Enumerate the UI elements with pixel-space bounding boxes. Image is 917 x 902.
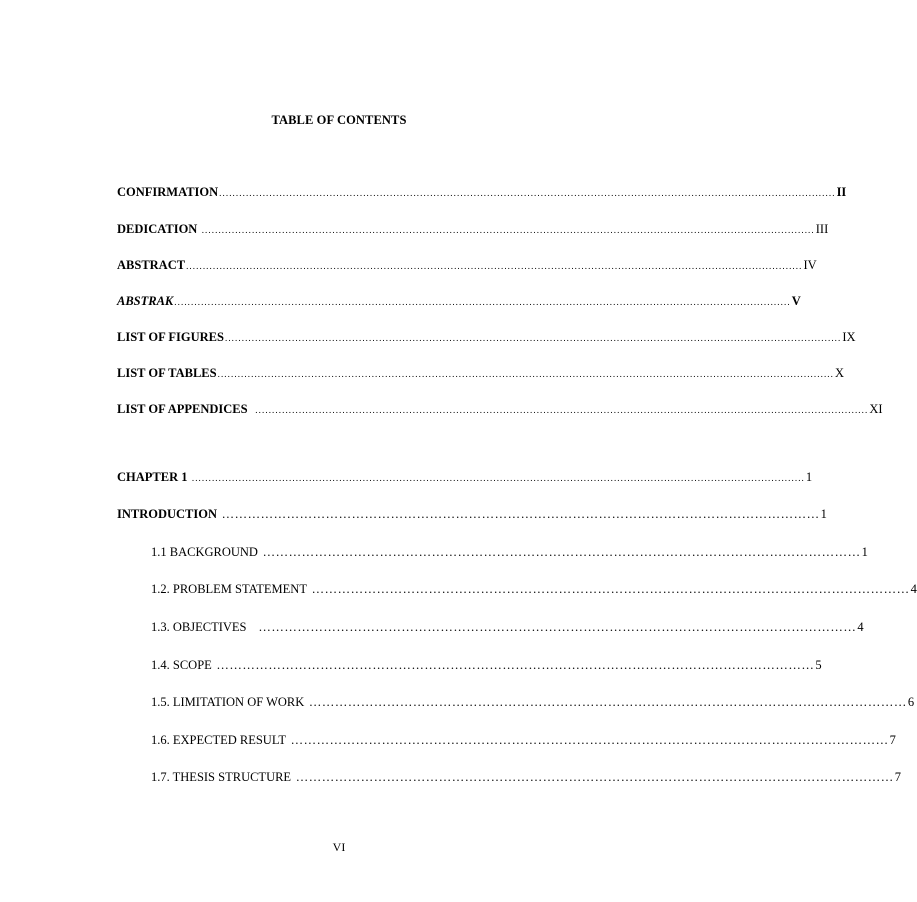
toc-entry-label: DEDICATION <box>117 222 198 236</box>
toc-entry-label: 1.1 BACKGROUND <box>151 545 258 559</box>
toc-entry-list-of-appendices[interactable] <box>117 401 883 418</box>
toc-entry-label: 1.6. EXPECTED RESULT <box>151 733 286 747</box>
toc-entry-page: 7 <box>889 733 896 747</box>
toc-entry-section-1-2[interactable] <box>151 581 917 597</box>
toc-entry-page: V <box>791 294 801 308</box>
dot-leader: ………………………………………………………………………………………………………………………… <box>286 733 889 747</box>
dot-leader: ………………………………………………………………………………………………………………………… <box>305 695 907 709</box>
toc-entry-list-of-tables[interactable] <box>117 365 845 382</box>
toc-entry-label: CHAPTER 1 <box>117 470 188 484</box>
toc-entry-page: 7 <box>894 770 901 784</box>
toc-entry-section-1-6[interactable] <box>151 732 896 748</box>
dot-leader: ........................................................................................................................................................................................ <box>217 369 834 379</box>
toc-entry-page: 1 <box>805 470 813 484</box>
toc-entry-section-1-7[interactable] <box>151 769 901 785</box>
dot-leader: ....................................................................................................................................................................................... <box>198 225 815 235</box>
dot-leader: ………………………………………………………………………………………………………………………… <box>292 770 894 784</box>
toc-entry-label: INTRODUCTION <box>117 507 218 521</box>
page-title: TABLE OF CONTENTS <box>271 113 407 127</box>
toc-entry-confirmation[interactable] <box>117 184 847 201</box>
toc-entry-label: ABSTRACT <box>117 258 186 272</box>
dot-leader: ………………………………………………………………………………………………………………………… <box>218 507 820 521</box>
toc-entry-chapter-1[interactable] <box>117 469 813 486</box>
toc-entry-section-1-3[interactable] <box>151 619 864 635</box>
toc-entry-abstrak[interactable] <box>117 293 801 310</box>
toc-entry-label: LIST OF TABLES <box>117 366 217 380</box>
toc-entry-label: 1.7. THESIS STRUCTURE <box>151 770 292 784</box>
page-number: VI <box>332 840 346 854</box>
dot-leader: ........................................................................................................................................................................................ <box>224 333 842 343</box>
dot-leader: ………………………………………………………………………………………………………………………… <box>307 582 910 596</box>
toc-entry-label: 1.5. LIMITATION OF WORK <box>151 695 305 709</box>
toc-entry-list-of-figures[interactable] <box>117 329 856 346</box>
toc-entry-label: ABSTRAK <box>117 294 174 308</box>
toc-entry-page: 4 <box>857 620 864 634</box>
dot-leader: ………………………………………………………………………………………………………………………… <box>258 545 861 559</box>
toc-entry-abstract[interactable] <box>117 257 817 274</box>
toc-entry-label: 1.4. SCOPE <box>151 658 212 672</box>
toc-entry-page: XI <box>869 402 883 416</box>
toc-entry-label: LIST OF APPENDICES <box>117 402 248 416</box>
dot-leader: ………………………………………………………………………………………………………………………… <box>247 620 857 634</box>
toc-entry-label: 1.2. PROBLEM STATEMENT <box>151 582 307 596</box>
toc-entry-introduction[interactable] <box>117 506 827 522</box>
toc-entry-page: 4 <box>910 582 917 596</box>
dot-leader: ........................................................................................................................................................................................ <box>174 297 791 307</box>
toc-entry-dedication[interactable] <box>117 221 829 238</box>
toc-entry-page: 1 <box>820 507 827 521</box>
toc-entry-page: 6 <box>907 695 915 709</box>
dot-leader: ........................................................................................................................................................................................ <box>186 261 803 271</box>
toc-entry-page: II <box>836 185 847 199</box>
dot-leader: ………………………………………………………………………………………………………………………… <box>212 658 815 672</box>
toc-entry-page: IV <box>803 258 817 272</box>
toc-entry-section-1-1[interactable] <box>151 544 868 560</box>
toc-entry-label: LIST OF FIGURES <box>117 330 224 344</box>
toc-entry-page: 1 <box>861 545 868 559</box>
toc-entry-page: III <box>815 222 829 236</box>
toc-entry-section-1-5[interactable] <box>151 694 915 710</box>
toc-entry-section-1-4[interactable] <box>151 657 822 673</box>
toc-entry-label: CONFIRMATION <box>117 185 219 199</box>
dot-leader: ........................................................................................................................................................................................ <box>219 188 836 198</box>
dot-leader: ....................................................................................................................................................................................... <box>248 405 869 415</box>
toc-entry-label: 1.3. OBJECTIVES <box>151 620 247 634</box>
dot-leader: ....................................................................................................................................................................................... <box>188 473 805 483</box>
toc-entry-page: IX <box>842 330 856 344</box>
toc-entry-page: 5 <box>815 658 822 672</box>
toc-entry-page: X <box>835 366 845 380</box>
